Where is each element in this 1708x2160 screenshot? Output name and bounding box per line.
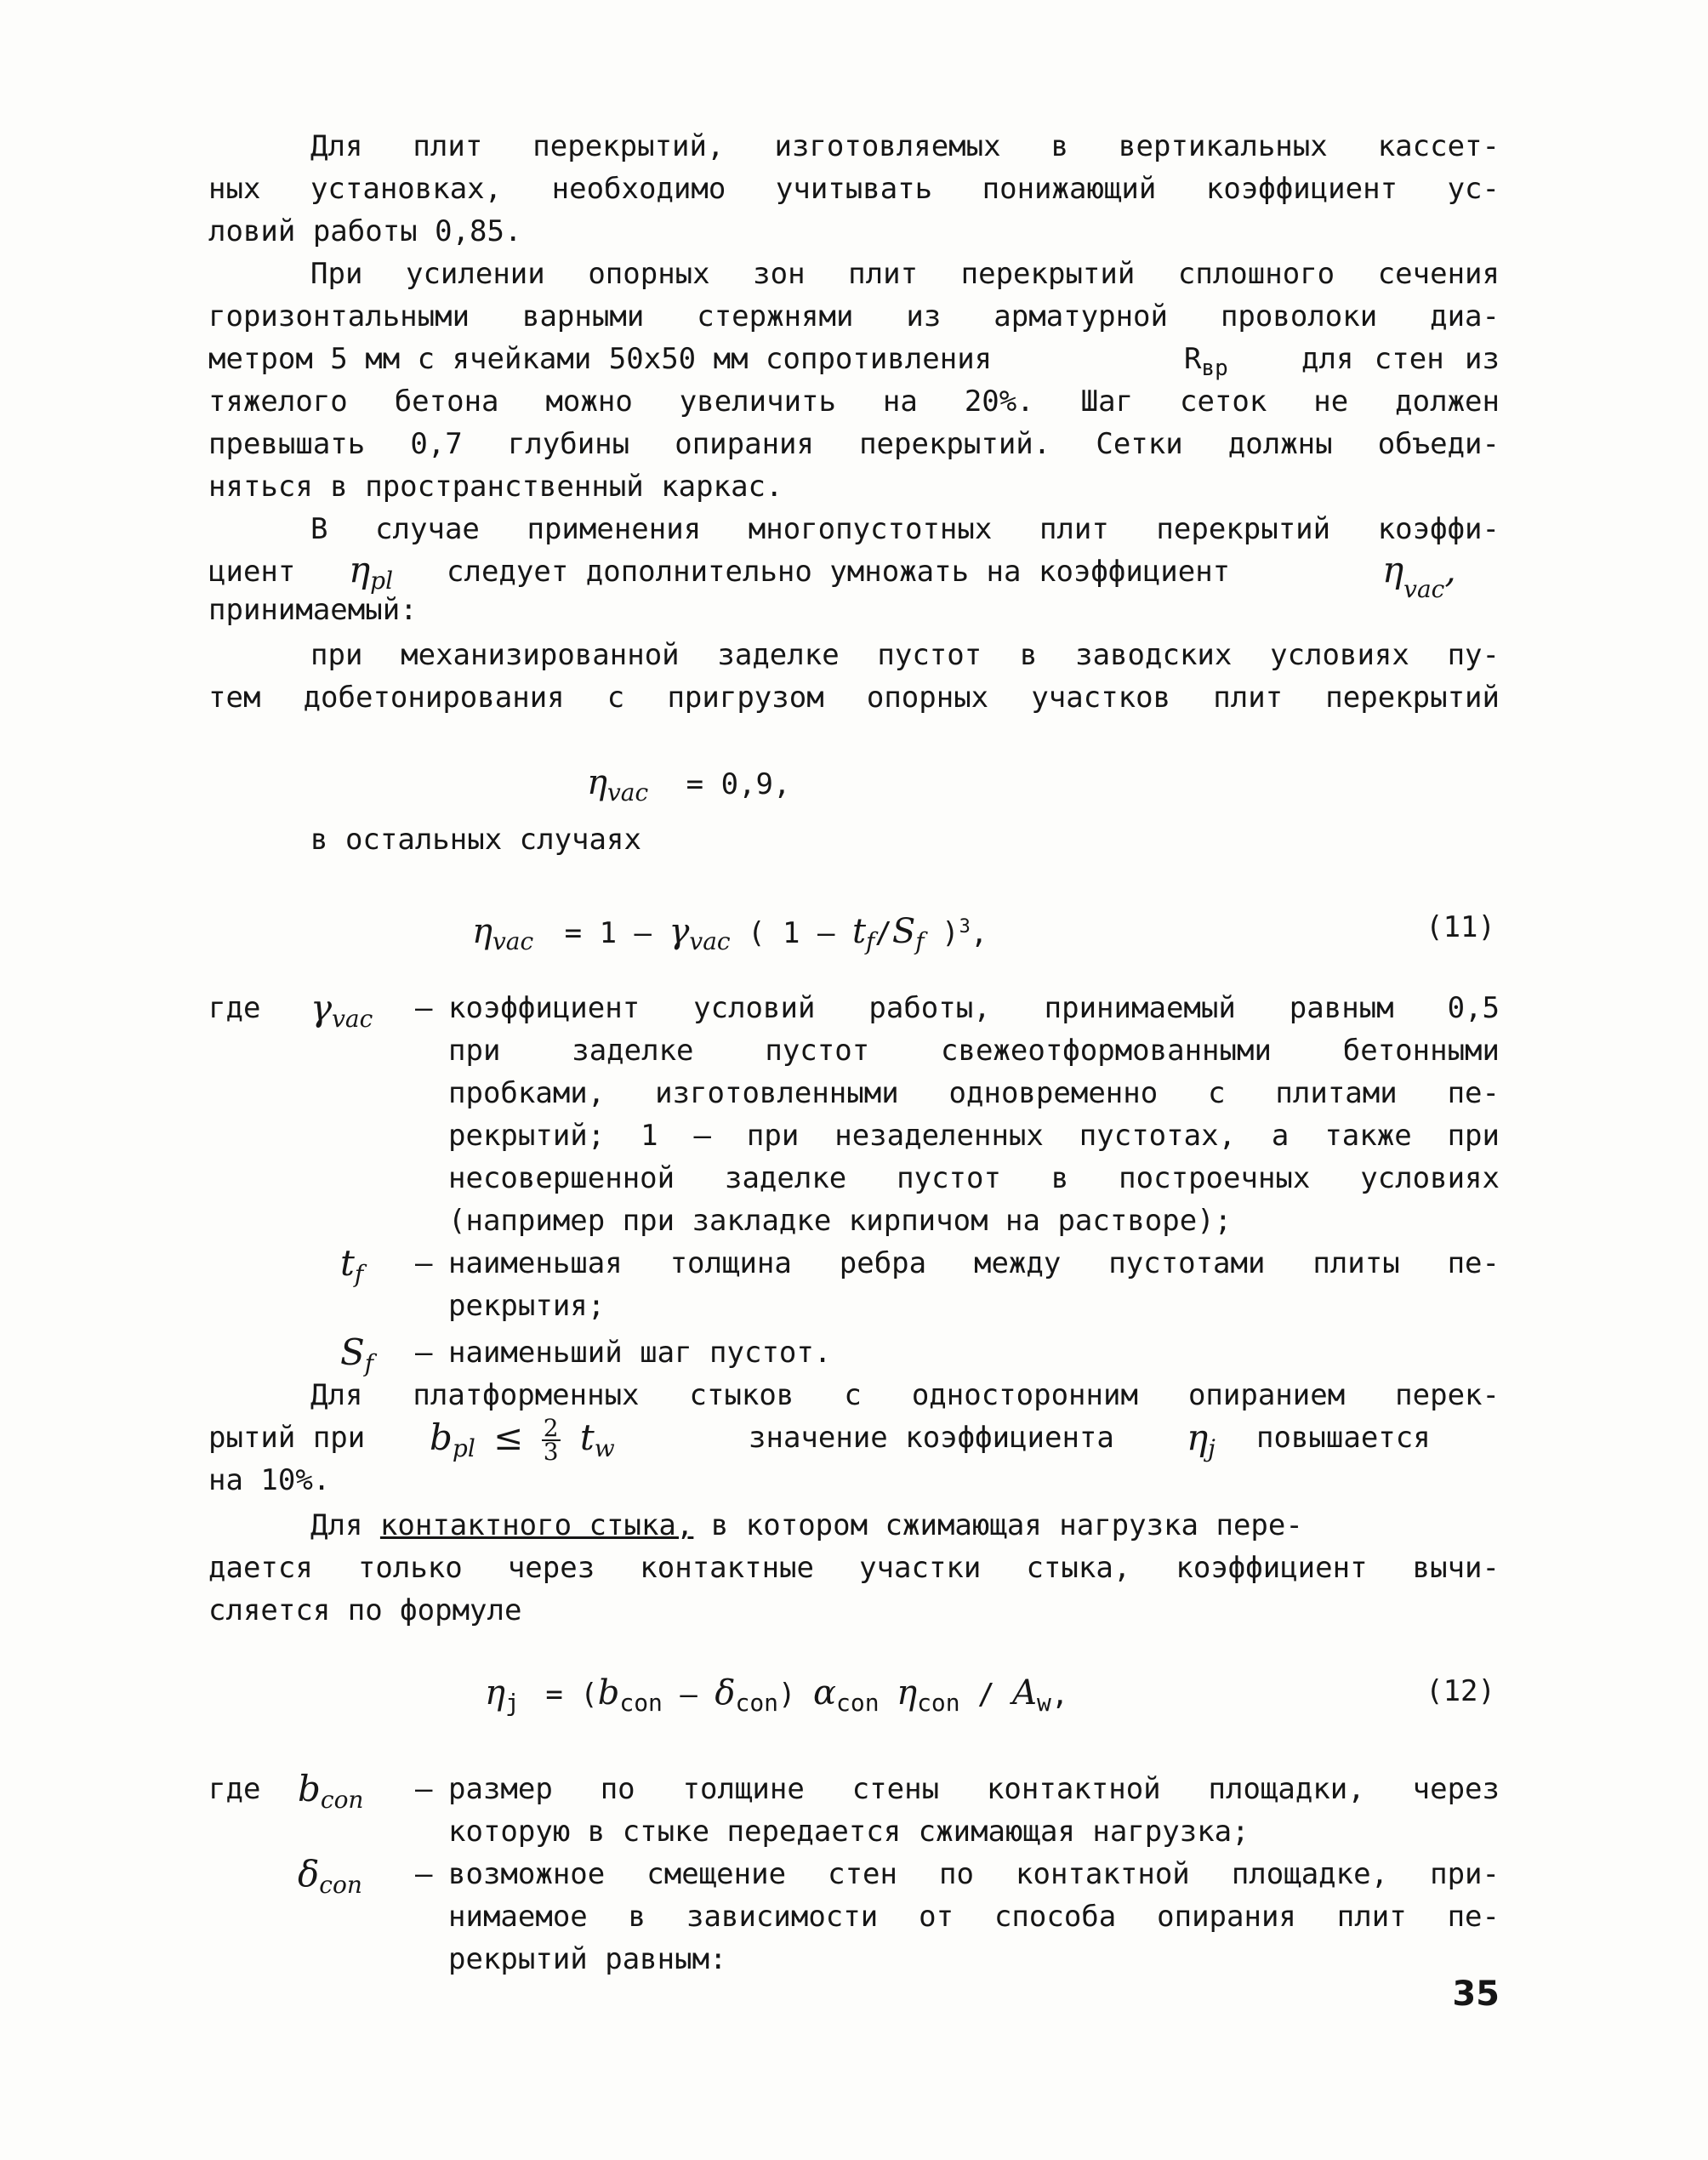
p4-line-1: при механизированной заделке пустот в заводских условиях пу- <box>310 638 1500 672</box>
p5-line: в остальных случаях <box>310 823 641 857</box>
p6-line-2-end: повышается <box>1256 1421 1431 1455</box>
where1-item1-line-3: пробками, изготовленными одновременно с плитами пе- <box>448 1076 1500 1110</box>
b-con-symbol: bcon <box>298 1768 364 1814</box>
where2-dash-1: – <box>415 1772 433 1806</box>
p6-line-2-start: рытий при <box>208 1421 366 1455</box>
s-f-symbol: Sf <box>340 1331 374 1377</box>
where2-item1-line-2: которую в стыке передается сжимающая нагрузка; <box>448 1815 1250 1849</box>
formula-eta-vac-09: $\eta_{vac} = 0,9$, <box>587 763 791 806</box>
where1-item1-line-2: при заделке пустот свежеотформованными бетонными <box>448 1034 1500 1068</box>
symbol-r-sub: вр <box>1201 355 1228 381</box>
p2-line-3-tail: для стен из <box>1301 342 1500 376</box>
where-label-2: где <box>208 1772 261 1806</box>
where1-item1-line-5: несовершенной заделке пустот в построечных условиях <box>448 1161 1500 1195</box>
p7-lead: Для <box>310 1508 363 1542</box>
p7-rest: в котором сжимающая нагрузка пере- <box>710 1508 1303 1542</box>
p4-line-2: тем добетонирования с пригрузом опорных участков плит перекрытий <box>208 681 1500 715</box>
p2-line-6: няться в пространственный каркас. <box>208 470 783 504</box>
p7-underlined-term: контактного стыка, <box>379 1508 694 1542</box>
p2-line-5: превышать 0,7 глубины опирания перекрытий. Сетки должны объеди- <box>208 427 1500 461</box>
p2-line-2: горизонтальными варными стержнями из арматурной проволоки диа- <box>208 299 1500 333</box>
where1-item1-line-4: рекрытий; 1 – при незаделенных пустотах, а также при <box>448 1119 1500 1153</box>
p6-line-2-middle: значение коэффициента <box>749 1421 1114 1455</box>
t-f-symbol: tf <box>340 1242 364 1288</box>
eta-vac-symbol: $\eta_{vac}$, <box>1382 549 1456 603</box>
symbol-r-base: R <box>1184 342 1202 376</box>
where1-item2-line-1: наименьшая толщина ребра между пустотами плиты пе- <box>448 1246 1500 1280</box>
p3-line-2-start: циент <box>208 555 296 589</box>
p7-line-2: дается только через контактные участки стыка, коэффициент вычи- <box>208 1551 1500 1585</box>
p3-line-3: принимаемый: <box>208 593 418 627</box>
delta-con-symbol: δcon <box>298 1853 362 1899</box>
p7-line-3: сляется по формуле <box>208 1593 522 1627</box>
formula-11: $\eta_{vac} = 1 - \gamma_{vac}$ ( $1 - t_f/S_f$ )$^3$, <box>472 912 988 955</box>
where1-item1-line-6: (например при закладке кирпичом на растворе); <box>448 1204 1233 1238</box>
where2-item1-line-1: размер по толщине стены контактной площадки, через <box>448 1772 1500 1806</box>
p6-line-3: на 10%. <box>208 1463 331 1497</box>
p6-line-1: Для платформенных стыков с односторонним опиранием перек- <box>310 1378 1500 1412</box>
p1-line-2: ных установках, необходимо учитывать понижающий коэффициент ус- <box>208 172 1500 206</box>
symbol-r-bp <box>1184 338 1228 380</box>
where1-item1-line-1: коэффициент условий работы, принимаемый равным 0,5 <box>448 991 1500 1025</box>
gamma-vac-symbol: γvac <box>310 987 373 1033</box>
p2-line-1: При усилении опорных зон плит перекрытий сплошного сечения <box>310 257 1500 291</box>
where2-item2-line-1: возможное смещение стен по контактной площадке, при- <box>448 1857 1500 1891</box>
p3-line-1: В случае применения многопустотных плит перекрытий коэффи- <box>310 512 1500 546</box>
where1-item2-line-2: рекрытия; <box>448 1289 606 1323</box>
eta-pl-symbol: ηpl <box>349 549 394 595</box>
page-number: 35 <box>1452 1975 1500 2014</box>
where-label-1: где <box>208 991 261 1025</box>
where1-dash-2: – <box>415 1246 433 1280</box>
p2-line-3: метром 5 мм с ячейками 50х50 мм сопротивления <box>208 342 993 376</box>
equation-number-12: (12) <box>1426 1674 1495 1708</box>
where2-item2-line-3: рекрытий равным: <box>448 1942 727 1976</box>
where1-item3-line-1: наименьший шаг пустот. <box>448 1336 832 1370</box>
where1-dash-3: – <box>415 1336 433 1370</box>
eta-j-symbol: ηj <box>1187 1416 1216 1462</box>
p3-line-2-middle: следует дополнительно умножать на коэффициент <box>447 555 1231 589</box>
p1-line-1: Для плит перекрытий, изготовляемых в вертикальных кассет- <box>310 129 1500 163</box>
equation-number-11: (11) <box>1426 910 1495 944</box>
where2-item2-line-2: нимаемое в зависимости от способа опирания плит пе- <box>448 1900 1500 1934</box>
p1-line-3: ловий работы 0,85. <box>208 214 522 248</box>
formula-12: $\eta_j = (b_{con} - \delta_{con})$ $\alpha_{con}$ $\eta_{con} / A_w$, <box>485 1673 1069 1717</box>
where2-dash-2: – <box>415 1857 433 1891</box>
p2-line-4: тяжелого бетона можно увеличить на 20%. Шаг сеток не должен <box>208 385 1500 419</box>
b-pl-leq-formula: bpl ≤ $\frac{2}{3}$ tw <box>430 1414 615 1466</box>
where1-dash-1: – <box>415 991 433 1025</box>
p7-line-1 <box>310 1504 1303 1547</box>
